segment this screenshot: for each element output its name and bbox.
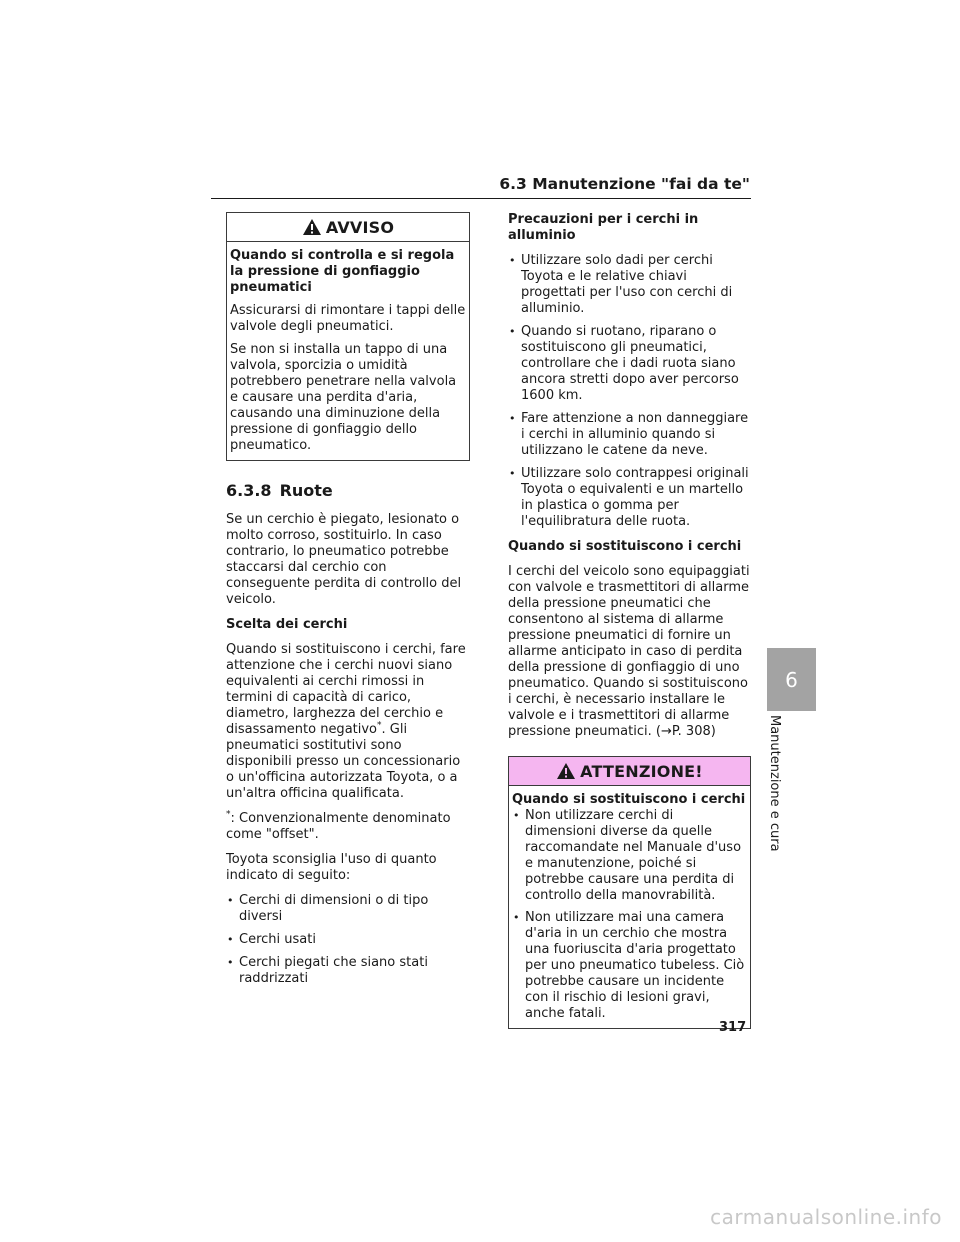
avviso-title: AVVISO — [325, 217, 395, 237]
subheading-sostituzione: Quando si sostituiscono i cerchi — [508, 539, 742, 554]
avviso-subtitle: Quando si controlla e si regola la pressione di gonfiaggio pneumatici — [230, 248, 455, 295]
scelta-paragraph: Quando si sostituiscono i cerchi, fare attenzione che i cerchi nuovi siano equivalenti ai cerchi rimossi in termini di capacità di carico, diametro, larghezza del cerchio e disassamento negativo*. Gli pneumatici sostitutivi sono disponibili presso un concessionario o un'officina autorizzata Toyota, o a un'altra officina qualificata. — [226, 642, 466, 801]
section-header: 6.3 Manutenzione "fai da te" — [499, 175, 750, 193]
section-intro: Se un cerchio è piegato, lesionato o molto corroso, sostituirlo. In caso contrario, lo pneumatico potrebbe staccarsi dal cerchio con conseguente perdita di controllo del veicolo. — [226, 512, 462, 607]
list-item: • Cerchi di dimensioni o di tipo diversi — [226, 893, 470, 925]
avviso-header — [227, 213, 469, 242]
advice-text: Toyota sconsiglia l'uso di quanto indicato di seguito: — [226, 852, 437, 883]
attenzione-title: ATTENZIONE! — [580, 761, 703, 781]
list-item: • Utilizzare solo contrappesi originali Toyota o equivalenti e un martello in plastica o gomma per l'equilibratura delle ruota. — [508, 466, 751, 530]
section-number: 6.3.8 — [226, 481, 272, 500]
chapter-tab[interactable] — [767, 648, 816, 711]
warning-icon — [556, 762, 576, 780]
attenzione-subtitle: Quando si sostituiscono i cerchi — [512, 792, 746, 807]
right-column — [508, 212, 751, 1049]
attenzione-header — [509, 757, 750, 786]
left-column — [226, 212, 470, 996]
page-number: 317 — [719, 1020, 747, 1035]
avviso-paragraph: Assicurarsi di rimontare i tappi delle valvole degli pneumatici. — [230, 303, 466, 334]
watermark: carmanualsonline.info — [710, 1205, 942, 1229]
chapter-label-container — [766, 715, 786, 855]
footnote: *: Convenzionalmente denominato come "offset". — [226, 809, 451, 842]
alluminio-list — [508, 253, 751, 530]
list-item: • Utilizzare solo dadi per cerchi Toyota e le relative chiavi progettati per l'uso con cerchi di alluminio. — [508, 253, 751, 317]
subheading-scelta: Scelta dei cerchi — [226, 617, 348, 632]
list-item: • Fare attenzione a non danneggiare i cerchi in alluminio quando si utilizzano le catene da neve. — [508, 411, 751, 459]
sostituzione-paragraph: I cerchi del veicolo sono equipaggiati con valvole e trasmettitori di allarme della pressione pneumatici che consentono al sistema di allarme pressione pneumatici di fornire un allarme anticipato in caso di perdita della pressione di gonfiaggio di uno pneumatico. Quando si sostituiscono i cerchi, è necessario installare le valvole e i trasmettitori di allarme pressione pneumatici. (→P. 308) — [508, 564, 750, 739]
footnote-marker: * — [377, 720, 382, 731]
attenzione-box — [508, 756, 751, 1029]
list-item: • Quando si ruotano, riparano o sostituiscono gli pneumatici, controllare che i dadi ruota siano ancora stretti dopo aver percorso 1600 km. — [508, 324, 751, 404]
chapter-label: Manutenzione e cura — [767, 715, 782, 852]
list-item: • Non utilizzare mai una camera d'aria in un cerchio che mostra una fuoriuscita d'aria progettato per uno pneumatico tubeless. Ciò potrebbe causare un incidente con il rischio di lesioni gravi, anche fatali. — [512, 910, 747, 1022]
list-item: • Cerchi piegati che siano stati raddrizzati — [226, 955, 470, 987]
section-heading — [226, 481, 470, 500]
list-item: • Non utilizzare cerchi di dimensioni diverse da quelle raccomandate nel Manuale d'uso e manutenzione, poiché si potrebbe causare una perdita di controllo della manovrabilità. — [512, 808, 747, 904]
list-item: • Cerchi usati — [226, 932, 470, 948]
scelta-list — [226, 893, 470, 987]
subheading-alluminio: Precauzioni per i cerchi in alluminio — [508, 212, 699, 243]
header-rule — [211, 198, 751, 199]
chapter-number: 6 — [785, 667, 798, 692]
section-title: Ruote — [279, 481, 333, 500]
avviso-box — [226, 212, 470, 461]
avviso-paragraph: Se non si installa un tappo di una valvola, sporcizia o umidità potrebbero penetrare nella valvola e causare una perdita d'aria, causando una diminuzione della pressione di gonfiaggio dello pneumatico. — [230, 342, 457, 453]
attenzione-list — [512, 808, 747, 1022]
warning-icon — [302, 218, 322, 236]
